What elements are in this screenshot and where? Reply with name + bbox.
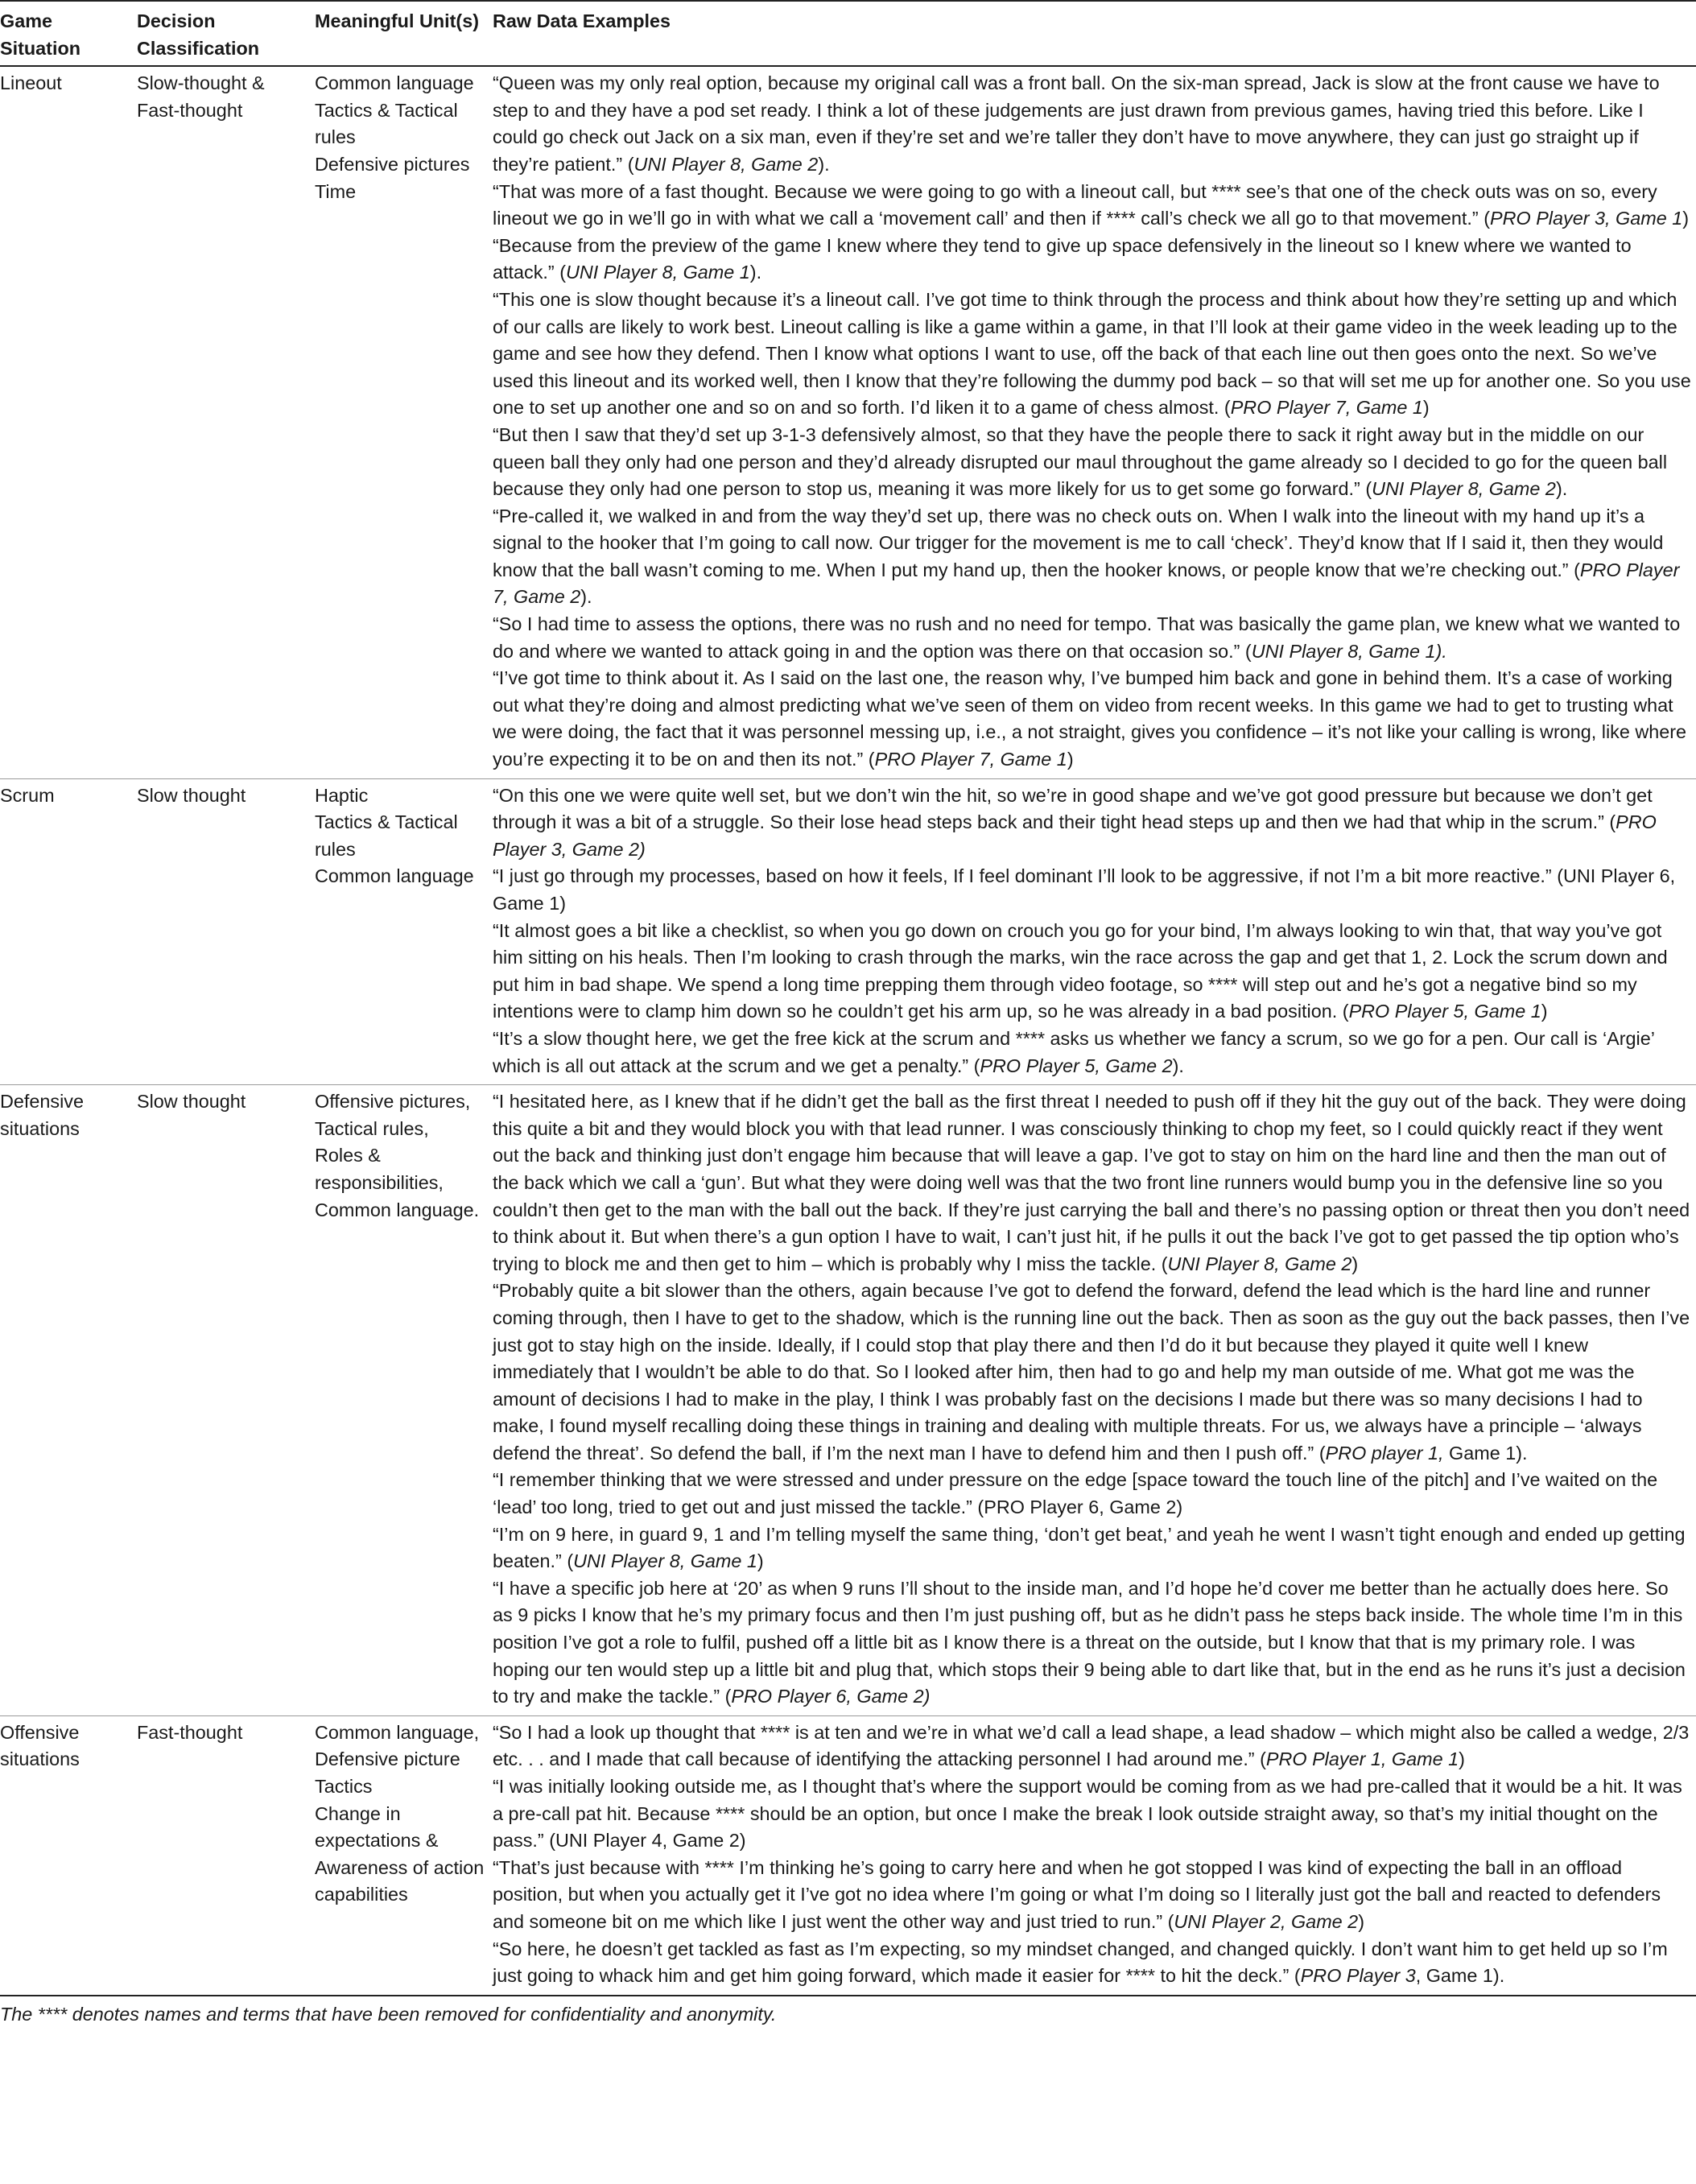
header-meaningful-units: Meaningful Unit(s) (315, 1, 493, 66)
quote-text: “It’s a slow thought here, we get the free kick at the scrum and **** asks us whether we fancy a scrum, so we go for a pen. Our call is ‘Argie’ which is all out attack at the scrum and we get a penalty.” ( (493, 1027, 1655, 1076)
quote-example (493, 287, 1691, 422)
header-decision-classification: Decision Classification (137, 1, 315, 66)
table-footnote: The **** denotes names and terms that have been removed for confidentiality and anonymity. (0, 2003, 777, 2025)
quote-example (493, 1936, 1691, 1990)
meaningful-unit: Awareness of action capabilities (315, 1856, 485, 1905)
quote-source: UNI Player 8, Game 1). (1251, 640, 1447, 662)
quote-source: PRO Player 7, Game 1 (1230, 397, 1423, 419)
quote-source: UNI Player 8, Game 1 (565, 262, 750, 283)
quote-text: “So I had a look up thought that **** is at ten and we’re in what we’d call a lead shape, a lead shadow – which might also be called a wedge, 2/3 etc. . . and I made that call because of identifying the attacking personnel I had around me.” ( (493, 1721, 1690, 1770)
table-header (0, 1, 1696, 66)
header-game-situation: Game Situation (0, 1, 137, 66)
quote-closing: ) (1067, 749, 1074, 770)
quote-text: “Pre-called it, we walked in and from the way they’d set up, there was no check outs on. When I walk into the lineout with my hand up it’s a signal to the hooker that I’m going to call now. Our trigger for the movement is me to call ‘check’. They’d know that If I said it, then they would know that the ball wasn’t coming to me. When I put my hand up, then the hooker knows, or people know that we’re checking out.” ( (493, 505, 1664, 580)
quote-source: PRO Player 7, Game 1 (874, 749, 1067, 770)
quote-example (493, 918, 1691, 1026)
cell-meaningful-units (315, 778, 493, 1085)
quote-text: “I’ve got time to think about it. As I said on the last one, the reason why, I’ve bumped him back and gone in behind them. It’s a case of working out what they’re doing and almost predicting what we’ve seen of them on video from recent weeks. In this game we had to get to trusting what we were doing, the fact that it was personnel messing up, i.e., a not straight, gives you confidence – it’s not like your calling is wrong, like where you’re expecting it to be on and then its not.” ( (493, 667, 1687, 770)
meaningful-unit: Common language. (315, 1199, 480, 1220)
meaningful-unit: Common language, (315, 1721, 480, 1743)
quote-example (493, 1855, 1691, 1936)
quote-closing: ) (1682, 208, 1690, 229)
quote-text: “I remember thinking that we were stressed and under pressure on the edge [space toward the touch line of the pitch] and I’ve waited on the ‘lead’ too long, tried to get out and just missed the tackle.” (PRO Player 6, Game 2) (493, 1469, 1658, 1518)
quote-closing: ). (818, 153, 830, 175)
quote-text: “It almost goes a bit like a checklist, so when you go down on crouch you go for your bind, I’m always looking to win that, that way you’ve got him sitting on his heals. Then I’m looking to crash through the marks, win the race across the gap and get that 1, 2. Lock the scrum down and put him in bad shape. We spend a long time prepping them through video footage, so **** will step out and he’s got a negative bind so my intentions were to clamp him down so he couldn’t get his arm up, so he was already in a bad position. ( (493, 919, 1668, 1022)
quote-example (493, 422, 1691, 503)
cell-raw-data-examples (493, 1715, 1696, 1995)
cell-decision-classification: Fast-thought (137, 1715, 315, 1995)
quote-text: “That was more of a fast thought. Because we were going to go with a lineout call, but **** see’s that one of the check outs was on so, every lineout we go in we’ll go in with what we call a ‘movement call’ and then if **** call’s check we all go to that movement.” ( (493, 180, 1657, 229)
meaningful-unit: Defensive pictures (315, 153, 470, 175)
quote-text: “So I had time to assess the options, there was no rush and no need for tempo. That was basically the game plan, we knew what we wanted to do and where we wanted to attack going in and the option was there on that occasion so.” ( (493, 613, 1681, 662)
quote-source: PRO Player 3, Game 2) (493, 811, 1657, 860)
cell-meaningful-units (315, 1715, 493, 1995)
quote-text: “But then I saw that they’d set up 3-1-3 defensively almost, so that they have the people there to sack it right away but in the middle on our queen ball they only had one person and they’d already disrupted our maul throughout the game already so I decided to go for the queen ball because they only had one person to stop us, meaning it was more likely for us to get some go forward.” ( (493, 423, 1668, 500)
quote-closing: Game 1). (1443, 1442, 1528, 1464)
quote-example (493, 70, 1691, 178)
quote-source: PRO Player 1, Game 1 (1265, 1748, 1459, 1770)
meaningful-unit: Time (315, 180, 357, 202)
quote-text: “Probably quite a bit slower than the others, again because I’ve got to defend the forward, defend the lead which is the hard line and runner coming through, then I have to get to the shadow, which is the running line out the back. Then as soon as the guy out the back passes, then I’ve just got to stay high on the inside. Ideally, if I could stop that play there and then I’d do it but because they played it quite well I knew immediately that I wouldn’t be able to do that. So I looked after him, then had to go and help my man outside of me. What got me was the amount of decisions I had to make in the play, I think I was probably fast on the decisions I made but there was so many decisions I had to make, I found myself recalling doing these things in training and dealing with multiple threats. For us, we always have a principle – ‘always defend the threat’. So defend the ball, if I’m the next man I have to defend him and then I push off.” ( (493, 1280, 1690, 1464)
quote-example (493, 782, 1691, 864)
cell-raw-data-examples (493, 66, 1696, 778)
table-body (0, 66, 1696, 1996)
cell-game-situation: Offensive situations (0, 1715, 137, 1995)
quote-example (493, 1278, 1691, 1467)
quote-closing: ). (1555, 478, 1568, 500)
cell-game-situation: Lineout (0, 66, 137, 778)
cell-raw-data-examples (493, 778, 1696, 1085)
quote-source: UNI Player 8, Game 1 (573, 1550, 757, 1572)
quote-example (493, 1467, 1691, 1521)
meaningful-unit: Tactical rules, (315, 1117, 429, 1139)
quote-source: PRO Player 3, Game 1 (1490, 208, 1683, 229)
quote-example (493, 1720, 1691, 1773)
cell-decision-classification: Slow-thought & Fast-thought (137, 66, 315, 778)
table-row (0, 66, 1696, 778)
meaningful-unit: Change in expectations & (315, 1802, 439, 1852)
quote-example (493, 179, 1691, 233)
quote-closing: ). (1172, 1055, 1184, 1076)
quote-source: UNI Player 8, Game 2 (633, 153, 819, 175)
quote-source: UNI Player 2, Game 2 (1174, 1910, 1359, 1932)
quote-source: UNI Player 8, Game 2 (1372, 478, 1556, 500)
quote-source: PRO Player 5, Game 2 (980, 1055, 1173, 1076)
header-row (0, 1, 1696, 66)
quote-closing: ) (1541, 1001, 1548, 1022)
cell-meaningful-units (315, 1085, 493, 1716)
quote-source: UNI Player 8, Game 2 (1167, 1253, 1352, 1274)
quote-example (493, 1088, 1691, 1278)
cell-meaningful-units (315, 66, 493, 778)
quote-example (493, 503, 1691, 611)
meaningful-unit: Haptic (315, 784, 369, 806)
meaningful-unit: Roles & responsibilities, (315, 1145, 444, 1193)
quote-closing: ) (1459, 1748, 1465, 1770)
meaningful-unit: Tactics & Tactical rules (315, 99, 458, 148)
quote-example (493, 233, 1691, 287)
meaningful-unit: Common language (315, 865, 474, 887)
quote-source: PRO Player 3 (1300, 1965, 1416, 1987)
quote-example (493, 665, 1691, 773)
quote-source: PRO Player 6, Game 2) (731, 1686, 931, 1707)
quote-text: “On this one we were quite well set, but we don’t win the hit, so we’re in good shape and we’ve got good pressure but because we don’t get through it was a bit of a struggle. So their lose head steps back and their tight head steps up and then we had that whip in the scrum.” ( (493, 784, 1653, 833)
quote-text: “That’s just because with **** I’m thinking he’s going to carry here and when he got stopped I was kind of expecting the ball in an offload position, but when you actually get it I’ve got no idea where I’m going or what I’m doing so I literally just got the ball and reacted to defenders and someone bit on me which like I just went the other way and just tried to run.” ( (493, 1856, 1661, 1932)
quote-example (493, 1773, 1691, 1855)
quote-text: “Because from the preview of the game I knew where they tend to give up space defensively in the lineout so I knew where we wanted to attack.” ( (493, 234, 1632, 283)
table-row (0, 778, 1696, 1085)
cell-decision-classification: Slow thought (137, 778, 315, 1085)
quote-text: “So here, he doesn’t get tackled as fast as I’m expecting, so my mindset changed, and changed quickly. I don’t want him to get held up so I’m just going to whack him and get him going forward, which made it easier for **** to hit the deck.” ( (493, 1938, 1668, 1987)
quote-text: “I just go through my processes, based on how it feels, If I feel dominant I’ll look to be aggressive, if not I’m a bit more reactive.” (UNI Player 6, Game 1) (493, 865, 1676, 914)
header-raw-data-examples: Raw Data Examples (493, 1, 1696, 66)
quote-closing: , Game 1). (1415, 1965, 1505, 1987)
quote-example (493, 1026, 1691, 1080)
quote-text: “Queen was my only real option, because my original call was a front ball. On the six-man spread, Jack is slow at the front cause we have to step to and they have a pod set ready. I think a lot of these judgements are just drawn from previous games, having tried this before. Like I could go check out Jack on a six man, even if they’re set and we’re taller they don’t have to move anywhere, they can just go straight up if they’re patient.” ( (493, 72, 1660, 175)
quote-source: PRO Player 7, Game 2 (493, 559, 1680, 608)
quote-closing: ) (1422, 397, 1430, 419)
quote-closing: ). (749, 262, 762, 283)
meaningful-unit: Tactics (315, 1776, 373, 1797)
quote-text: “I was initially looking outside me, as I thought that’s where the support would be coming from as we had pre-called that it would be a hit. It was a pre-call pat hit. Because **** should be an option, but once I make the break I look outside straight away, so that’s my initial thought on the pass.” (UNI Player 4, Game 2) (493, 1776, 1682, 1852)
quote-closing: ). (580, 586, 592, 608)
cell-raw-data-examples (493, 1085, 1696, 1716)
meaningful-unit: Offensive pictures, (315, 1091, 471, 1113)
quote-text: “I hesitated here, as I knew that if he didn’t get the ball as the first threat I needed to push off if they hit the guy out of the back. They were doing this quite a bit and they would block you with that lead runner. I was consciously thinking to chop my feet, so I could quickly react if they went out the back and thinking just don’t engage him because that will leave a gap. I’ve got to stay on him on the hard line and then the man out of the back which we call a ‘gun’. But what they were doing well was that the two front line runners would bump you in the defensive line so you couldn’t then get to the man with the ball out the back. If they’re just carrying the ball and there’s no passing option or threat then you don’t need to think about it. But when there’s a gun option I have to wait, I can’t just hit, if he pulls it out the back I’ve got to get passed the tip option who’s trying to block me and then get to him – which is probably why I miss the tackle. ( (493, 1091, 1690, 1274)
quote-text: “I have a specific job here at ‘20’ as when 9 runs I’ll shout to the inside man, and I’d hope he’d cover me better than he actually does here. So as 9 picks I know that he’s my primary focus and then I’m just pushing off, but as he didn’t pass he steps back inside. The whole time I’m in this position I’ve got a role to fulfil, pushed off a little bit as I know there is a threat on the outside, but I know that that is my primary role. I was hoping our ten would step up a little bit and plug that, which stops their 9 being able to dart like that, but in the end as he runs it’s just a decision to try and make the tackle.” ( (493, 1577, 1686, 1707)
quote-example (493, 1575, 1691, 1711)
quote-closing: ) (757, 1550, 764, 1572)
meaningful-unit: Common language (315, 72, 474, 94)
meaningful-unit: Defensive picture (315, 1748, 460, 1770)
cell-decision-classification: Slow thought (137, 1085, 315, 1716)
quote-source: PRO player 1, (1325, 1442, 1444, 1464)
quote-example (493, 611, 1691, 665)
cell-game-situation: Defensive situations (0, 1085, 137, 1716)
table-row (0, 1715, 1696, 1995)
quote-text: “This one is slow thought because it’s a lineout call. I’ve got time to think through the process and think about how they’re setting up and which of our calls are likely to work best. Lineout calling is like a game within a game, in that I’ll look at their game video in the week leading up to the game and see how they defend. Then I know what options I want to use, off the back of that each line out then goes onto the next. So we’ve used this lineout and its worked well, then I know that they’re following the dummy pod back – so that will set me up for another one. So you use one to set up another one and so on and so forth. I’d liken it to a game of chess almost. ( (493, 288, 1691, 419)
meaningful-unit: Tactics & Tactical rules (315, 811, 458, 860)
quote-closing: ) (1358, 1910, 1364, 1932)
quote-closing: ) (1351, 1253, 1359, 1274)
quote-example (493, 863, 1691, 917)
table-row (0, 1085, 1696, 1716)
cell-game-situation: Scrum (0, 778, 137, 1085)
quote-source: PRO Player 5, Game 1 (1348, 1001, 1541, 1022)
quote-example (493, 1521, 1691, 1575)
quote-text: “I’m on 9 here, in guard 9, 1 and I’m telling myself the same thing, ‘don’t get beat,’ and yeah he went I wasn’t tight enough and ended up getting beaten.” ( (493, 1523, 1686, 1572)
